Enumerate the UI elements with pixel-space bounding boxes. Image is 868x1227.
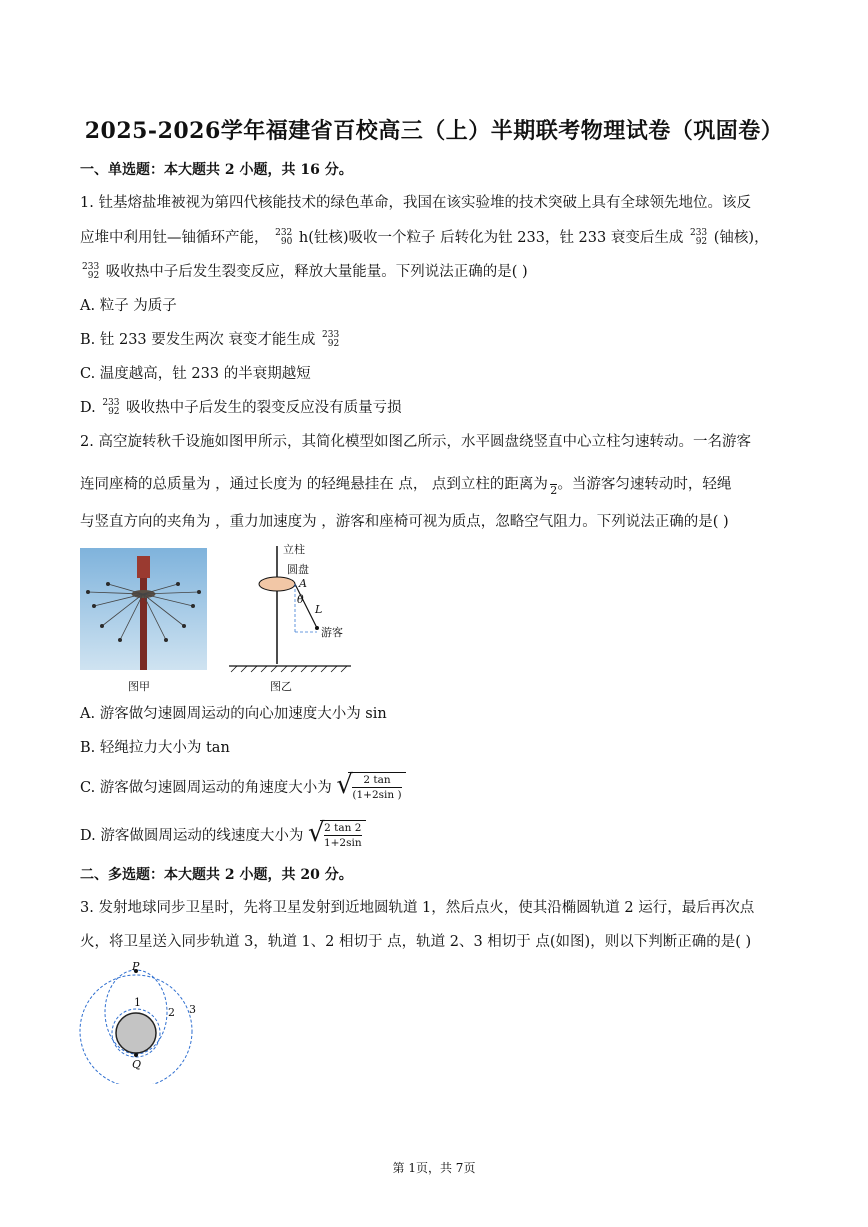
- uranium-nuclide-notation: 233 92: [689, 228, 708, 247]
- q1-option-d-prefix: D.: [80, 400, 96, 416]
- q1-stem-line1: 1. 钍基熔盐堆被视为第四代核能技术的绿色革命，我国在该实验堆的技术突破上具有全球领先地位。该反: [80, 195, 751, 211]
- orbit-3-label: 3: [189, 1003, 196, 1016]
- q3-orbit-diagram: [78, 962, 203, 1084]
- uranium-nuclide-notation: 233 92: [322, 330, 340, 349]
- q1-option-d-text: 吸收热中子后发生的裂变反应没有质量亏损: [126, 400, 402, 416]
- sqrt-expression-d: √ $\frac{2 \tan 2}{1+2\sin}$: [308, 820, 366, 852]
- q2-stem-line1: 2. 高空旋转秋千设施如图甲所示，其简化模型如图乙所示，水平圆盘绕竖直中心立柱匀速转动。一名游客: [80, 434, 751, 450]
- q1-option-a: A. 粒子 为质子: [80, 298, 177, 314]
- q1-stem-line3-text: 吸收热中子后发生裂变反应，释放大量能量。下列说法正确的是( ): [105, 264, 528, 280]
- section-heading-multiple-choice: 二、多选题：本大题共 2 小题，共 20 分。: [80, 867, 353, 883]
- orbit-point-p-label: P: [132, 960, 140, 973]
- thorium-nuclide-notation: 232 90: [275, 228, 293, 247]
- q2-stem-line2-text: 连同座椅的总质量为 ，通过长度为 的轻绳悬挂在 点， 点到立柱的距离为: [80, 476, 548, 493]
- q3-stem-line2: 火，将卫星送入同步轨道 3，轨道 1、2 相切于 点，轨道 2、3 相切于 点(如图)，则以下判断正确的是( ): [80, 934, 752, 950]
- page-title: 2025-2026学年福建省百校高三（上）半期联考物理试卷（巩固卷）: [84, 118, 784, 144]
- q1-stem-line2-a: 应堆中利用钍—铀循环产能，: [80, 230, 269, 246]
- figure-b-diagram: [225, 540, 355, 675]
- q2-option-c-text: C. 游客做匀速圆周运动的角速度大小为: [80, 780, 332, 796]
- q2-stem-line2-end: 。当游客匀速转动时，轻绳: [557, 476, 732, 493]
- figure-b-caption: 图乙: [270, 680, 292, 693]
- section-heading-single-choice: 一、单选题：本大题共 2 小题，共 16 分。: [80, 162, 353, 178]
- q2-option-d-text: D. 游客做圆周运动的线速度大小为: [80, 828, 304, 844]
- q2-option-d: [80, 820, 366, 852]
- q2-option-b: B. 轻绳拉力大小为 tan: [80, 740, 230, 756]
- q1-option-b: [80, 330, 341, 350]
- q1-stem-line3: [80, 262, 528, 282]
- figure-b-label-pillar: 立柱: [283, 543, 305, 556]
- figure-a-photo: [80, 548, 207, 670]
- figure-b-label-disk: 圆盘: [287, 563, 309, 576]
- q2-option-a: A. 游客做匀速圆周运动的向心加速度大小为 sin: [80, 706, 387, 722]
- q1-option-b-text: B. 钍 233 要发生两次 衰变才能生成: [80, 332, 316, 348]
- uranium-nuclide-notation: 233 92: [102, 398, 120, 417]
- page-footer: 第 1页，共 7页: [392, 1161, 476, 1175]
- q1-option-d: [80, 398, 402, 418]
- figure-b-label-theta: θ: [297, 593, 304, 606]
- q1-stem-line2-c: (铀核)，: [713, 230, 769, 246]
- figure-b-label-point-a: A: [299, 577, 307, 590]
- uranium-nuclide-notation: 233 92: [82, 262, 100, 281]
- q1-stem-line2-b: h(钍核)吸收一个粒子 后转化为钍 233，钍 233 衰变后生成: [298, 230, 684, 246]
- orbit-point-q-label: Q: [132, 1058, 142, 1071]
- figure-b-label-length: L: [315, 603, 323, 616]
- q3-stem-line1: 3. 发射地球同步卫星时，先将卫星发射到近地圆轨道 1，然后点火，使其沿椭圆轨道 2 运行，最后再次点: [80, 900, 755, 916]
- orbit-2-label: 2: [168, 1006, 175, 1019]
- q1-stem-line2: [80, 228, 769, 248]
- q2-stem-line2: [80, 472, 731, 497]
- q2-stem-line3: 与竖直方向的夹角为 ，重力加速度为 ，游客和座椅可视为质点，忽略空气阻力。下列说法正确的是( ): [80, 514, 729, 530]
- figure-a-caption: 图甲: [128, 680, 150, 693]
- orbit-1-label: 1: [134, 996, 141, 1009]
- q1-option-c: C. 温度越高，钍 233 的半衰期越短: [80, 366, 311, 382]
- sqrt-expression-c: √ $\frac{2 \tan}{(1+2\sin )}$: [336, 772, 405, 804]
- q2-option-c: [80, 772, 406, 804]
- figure-b-label-tourist: 游客: [321, 626, 343, 639]
- fraction-half-l: 2: [550, 472, 558, 497]
